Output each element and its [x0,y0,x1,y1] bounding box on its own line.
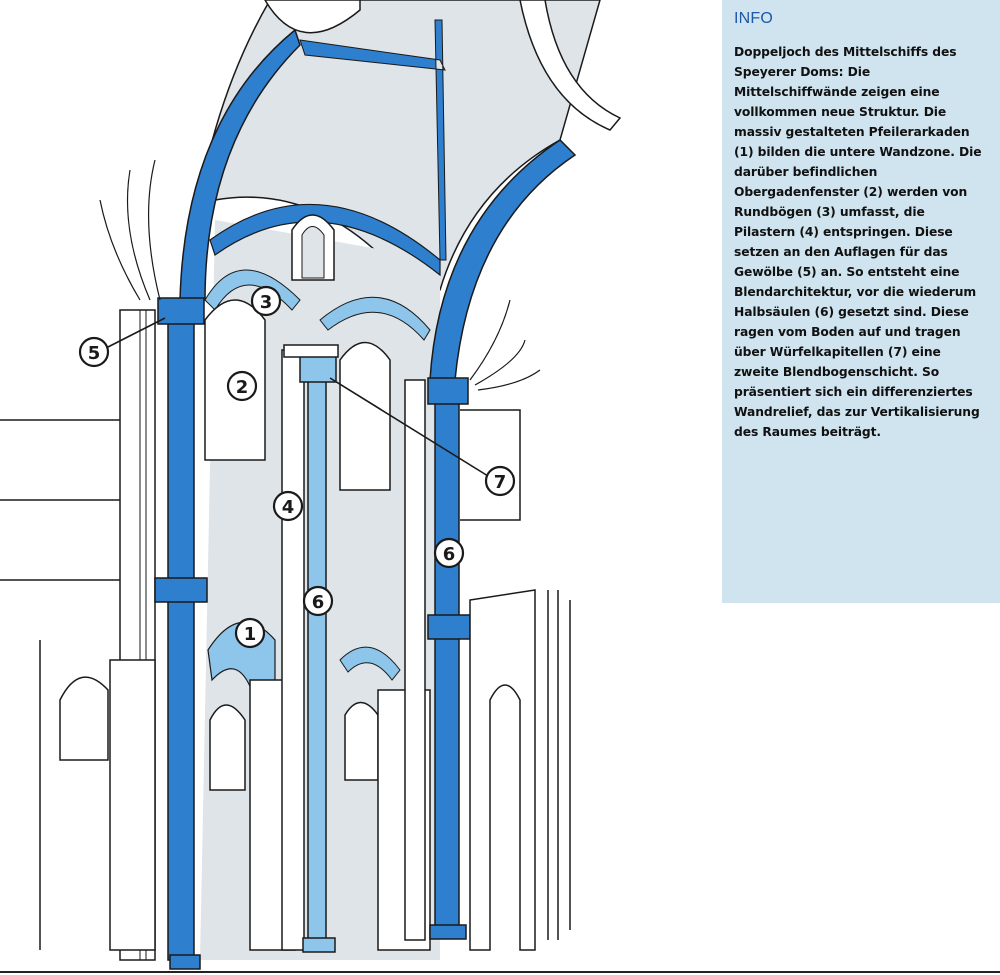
callout-1 [236,619,264,647]
callout-2 [228,372,256,400]
half-column-middle [308,380,326,940]
callout-4 [274,492,302,520]
svg-text:7: 7 [493,472,507,493]
info-text: Doppeljoch des Mittelschiffs des Speyerer Doms: Die Mittelschiffwände zeigen eine vollkommen neue Struktur. Die massiv gestalteten Pfeilerarkaden (1) bilden die untere Wandzone. Die darüber befindlichen Obergadenfenster (2) werden von Rundbögen (3) umfasst, die Pilastern (4) entspringen. Diese setzen an den Auflagen für das Gewölbe (5) an. So entsteht eine Blendarchitektur, vor die wiederum Halbsäulen (6) gesetzt sind. Diese ragen vom Boden auf und tragen über Würfelkapitellen (7) eine zweite Blendbogenschicht. So präsentiert sich ein differenziertes Wandrelief, das zur Vertikalisierung des Raumes beiträgt. [734,45,982,439]
bottom-rule [0,971,1000,973]
half-column-left [168,320,194,960]
callout-7 [486,467,514,495]
callout-6-right [435,539,463,567]
info-title: INFO [734,10,774,27]
half-column-right [435,400,459,930]
clerestory-window-right [340,343,390,491]
svg-text:5: 5 [87,343,101,364]
callout-5 [80,338,108,366]
callout-3 [252,287,280,315]
svg-text:6: 6 [442,544,456,565]
svg-text:1: 1 [243,624,257,645]
pilaster-middle [282,350,304,950]
svg-text:3: 3 [259,292,273,313]
svg-text:6: 6 [311,592,325,613]
svg-text:4: 4 [281,497,295,518]
svg-text:2: 2 [235,377,249,398]
info-panel [722,0,1000,603]
callout-6-middle [304,587,332,615]
